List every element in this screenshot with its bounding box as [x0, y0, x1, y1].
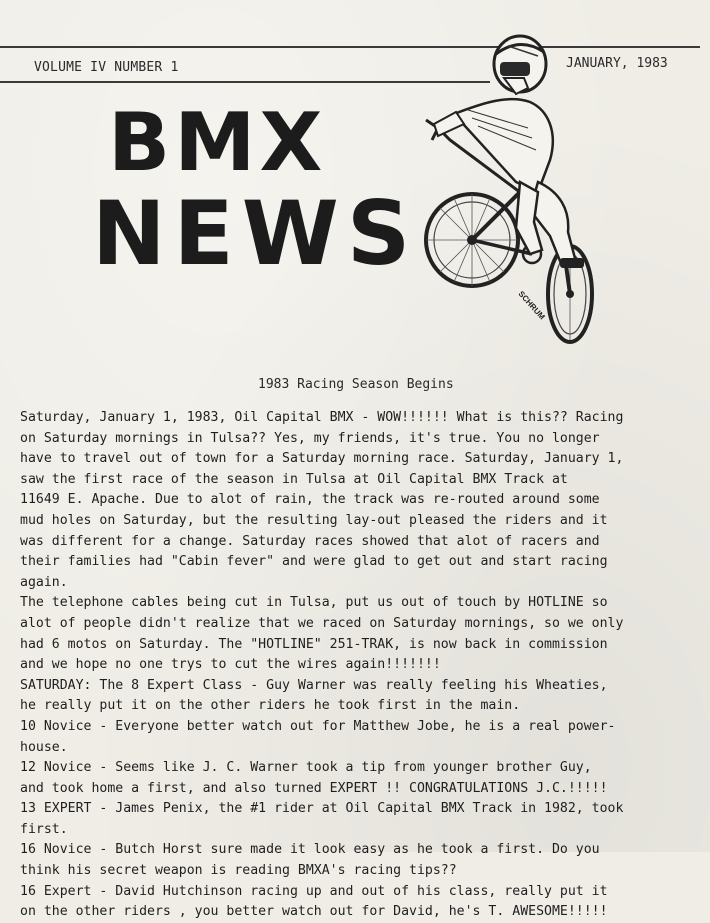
- article-line: 11649 E. Apache. Due to alot of rain, the track was re-routed around some: [20, 492, 600, 508]
- article-line: again.: [20, 574, 68, 590]
- article-line: mud holes on Saturday, but the resulting lay-out pleased the riders and it: [20, 512, 608, 528]
- bmx-rider-illustration: [420, 32, 610, 350]
- article-line: and took home a first, and also turned EXPERT !! CONGRATULATIONS J.C.!!!!!: [20, 780, 608, 796]
- article-line: have to travel out of town for a Saturday morning race. Saturday, January 1,: [20, 451, 624, 467]
- article-line: 10 Novice - Everyone better watch out for Matthew Jobe, he is a real power-: [20, 718, 616, 734]
- article-line: had 6 motos on Saturday. The "HOTLINE" 251-TRAK, is now back in commission: [20, 636, 608, 652]
- article-line: 16 Expert - David Hutchinson racing up and out of his class, really put it: [20, 883, 608, 899]
- article-line: The telephone cables being cut in Tulsa, put us out of touch by HOTLINE so: [20, 595, 608, 611]
- article-line: house.: [20, 739, 68, 755]
- artist-signature: SCHRUM: [516, 289, 547, 322]
- article-line: their families had "Cabin fever" and were glad to get out and start racing: [20, 554, 608, 570]
- article-line: think his secret weapon is reading BMXA's racing tips??: [20, 863, 457, 879]
- issue-date: JANUARY, 1983: [566, 56, 668, 71]
- article-line: he really put it on the other riders he took first in the main.: [20, 698, 521, 714]
- article-line: 12 Novice - Seems like J. C. Warner took a tip from younger brother Guy,: [20, 760, 592, 776]
- article-headline: 1983 Racing Season Begins: [258, 377, 454, 392]
- article-line: first.: [20, 821, 68, 837]
- article-line: was different for a change. Saturday races showed that alot of racers and: [20, 533, 600, 549]
- masthead-news: NEWS: [92, 182, 419, 285]
- volume-number: VOLUME IV NUMBER 1: [34, 60, 179, 75]
- article-line: saw the first race of the season in Tulsa at Oil Capital BMX Track at: [20, 471, 568, 487]
- article-line: and we hope no one trys to cut the wires again!!!!!!!: [20, 657, 441, 673]
- article-line: alot of people didn't realize that we raced on Saturday mornings, so we only: [20, 615, 624, 631]
- header-rule-bottom: [0, 81, 490, 83]
- article-line: SATURDAY: The 8 Expert Class - Guy Warner was really feeling his Wheaties,: [20, 677, 608, 693]
- article-line: on Saturday mornings in Tulsa?? Yes, my friends, it's true. You no longer: [20, 430, 600, 446]
- article-line: 13 EXPERT - James Penix, the #1 rider at Oil Capital BMX Track in 1982, took: [20, 801, 624, 817]
- masthead-bmx: BMX: [108, 96, 327, 189]
- article-line: 16 Novice - Butch Horst sure made it look easy as he took a first. Do you: [20, 842, 600, 858]
- article-line: on the other riders , you better watch out for David, he's T. AWESOME!!!!!: [20, 904, 608, 920]
- article-line: Saturday, January 1, 1983, Oil Capital BMX - WOW!!!!!! What is this?? Racing: [20, 410, 624, 425]
- article-body: [20, 408, 700, 923]
